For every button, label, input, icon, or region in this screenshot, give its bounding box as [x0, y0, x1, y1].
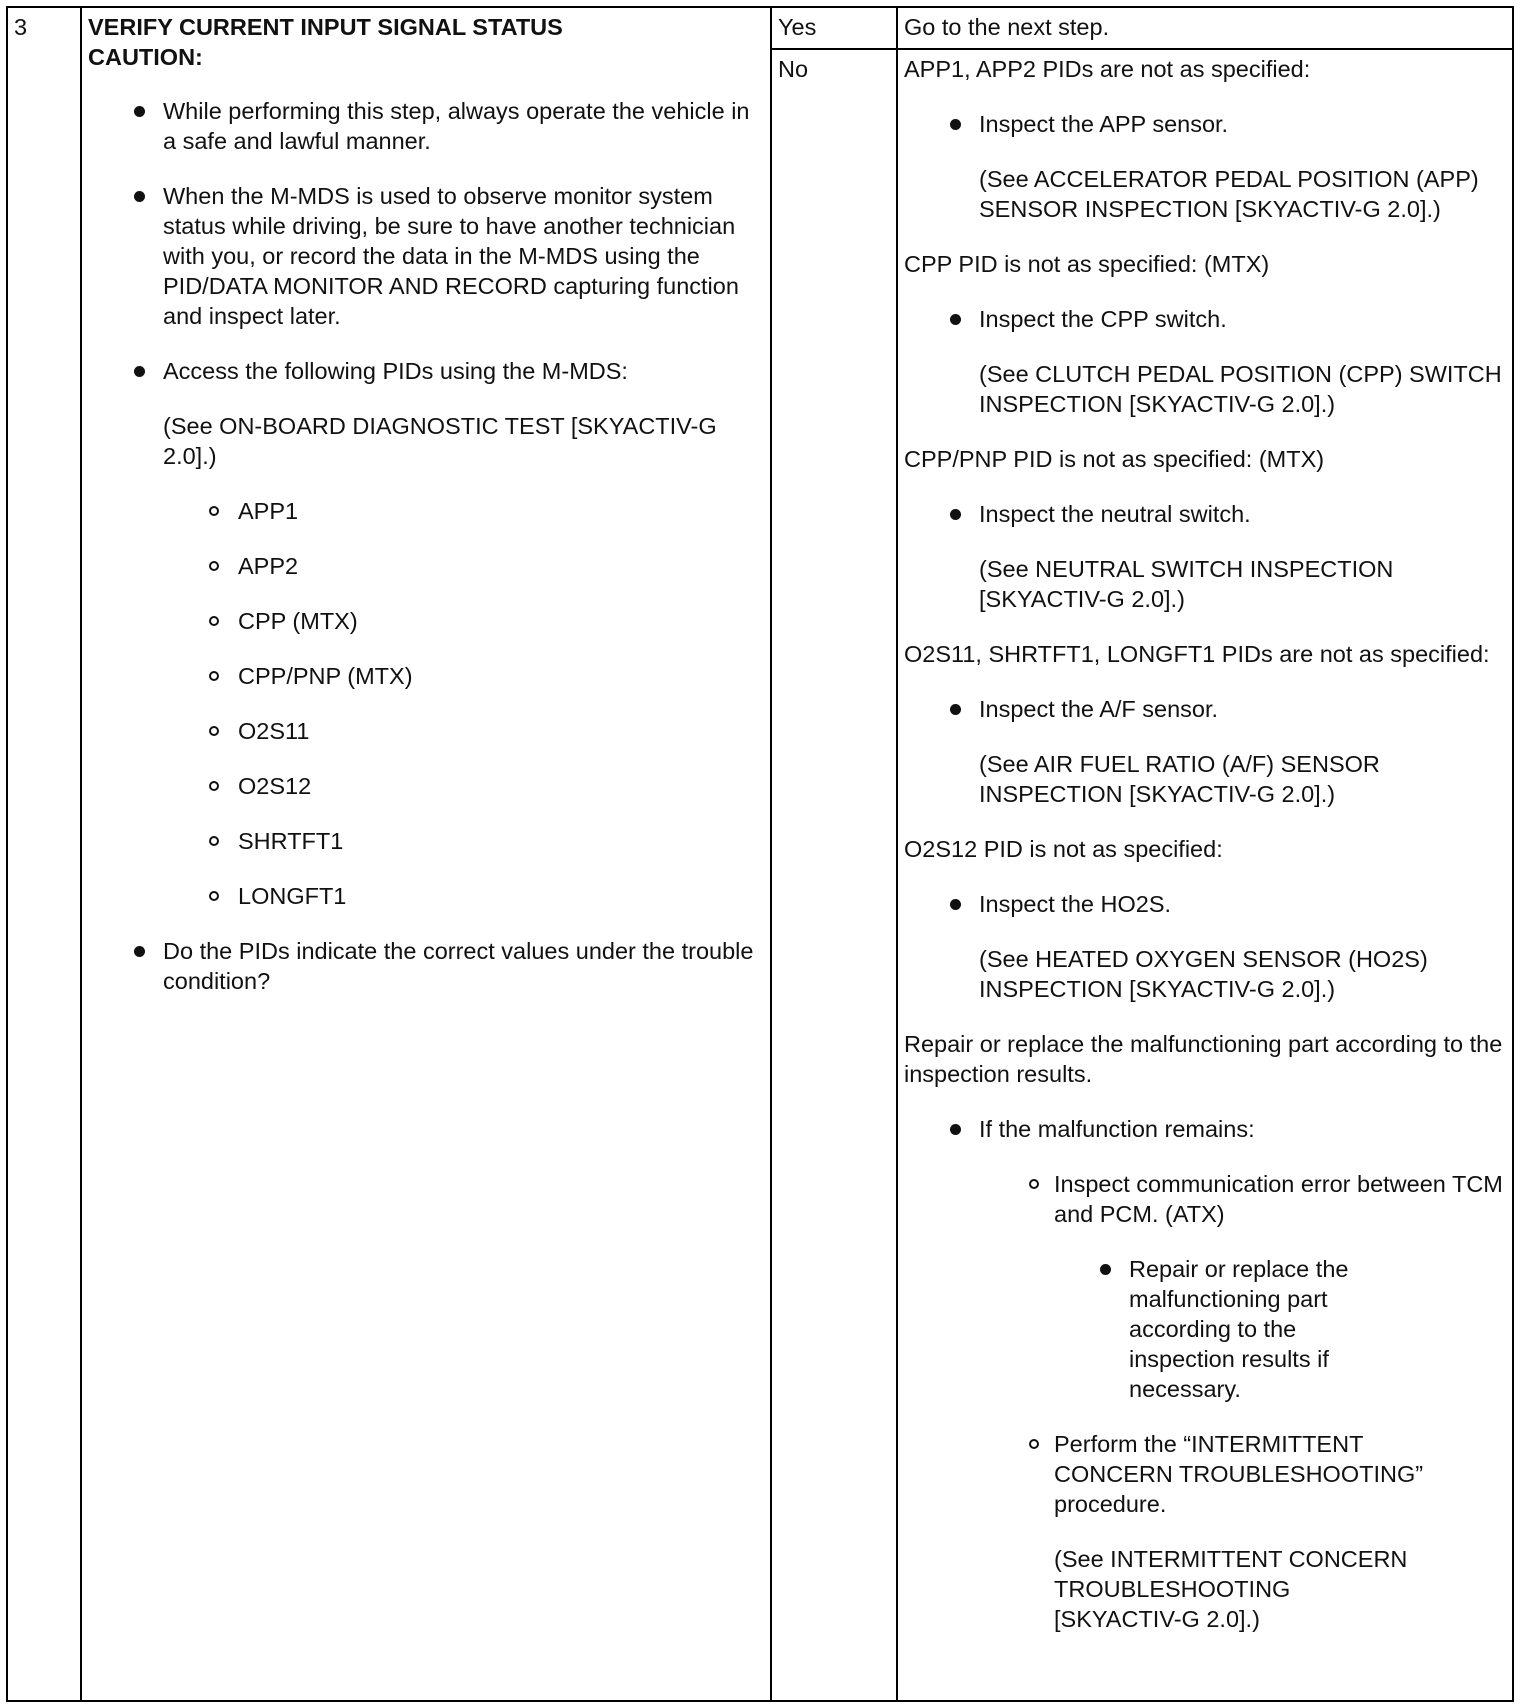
bullet-icon [950, 899, 961, 910]
see-reference: (See NEUTRAL SWITCH INSPECTION [SKYACTIV-G 2.0].) [979, 556, 1394, 612]
list-item [88, 96, 764, 156]
list-item: Inspect the CPP switch. (See CLUTCH PEDAL POSITION (CPP) SWITCH INSPECTION [SKYACTIV-G 2.0].) [904, 304, 1506, 419]
bullet-icon [134, 106, 145, 117]
circle-bullet-icon [209, 781, 219, 791]
step-number: 3 [14, 14, 28, 40]
bullet-icon [950, 119, 961, 130]
caution-text: When the M-MDS is used to observe monitor system status while driving, be sure to have another technician with you, or record the data in the M-MDS using the PID/DATA MONITOR AND RECORD capturing function and inspect later. [163, 183, 739, 329]
sub-sub-list [1054, 1254, 1506, 1404]
no-label: No [778, 56, 809, 82]
caution-list [88, 96, 764, 471]
pid-list [88, 496, 764, 911]
bullet-icon [134, 366, 145, 377]
bullet-icon [950, 314, 961, 325]
diagnostic-step-table [6, 6, 1514, 1702]
list-item: Inspect communication error between TCM and PCM. (ATX) Repair or replace the malfunctioning part according to the inspection results if necessary. [979, 1169, 1506, 1404]
pid-item: SHRTFT1 [88, 826, 764, 856]
caution-text: While performing this step, always operate the vehicle in a safe and lawful manner. [163, 98, 750, 154]
step-number-cell [7, 7, 81, 1701]
list-item: If the malfunction remains: Inspect communication error between TCM and PCM. (ATX) Repair or replace the malfunctioning part according to the inspection results if necessary. Perform the “INTERMITTENT CONCERN TROUBLESHOOTING” procedure. (See INTERMITTENT CONCERN TROUBLESHOOTING [SKYACTIV-G 2.0].) [904, 1114, 1506, 1634]
circle-bullet-icon [209, 891, 219, 901]
list-item: Inspect the HO2S. (See HEATED OXYGEN SENSOR (HO2S) INSPECTION [SKYACTIV-G 2.0].) [904, 889, 1506, 1004]
condition-text: Repair or replace the malfunctioning part according to the inspection results. [904, 1031, 1503, 1087]
condition-text: CPP/PNP PID is not as specified: (MTX) [904, 446, 1325, 472]
bullet-icon [1100, 1264, 1111, 1275]
list-item: Inspect the APP sensor. (See ACCELERATOR PEDAL POSITION (APP) SENSOR INSPECTION [SKYACTIV-G 2.0].) [904, 109, 1506, 224]
see-reference: (See AIR FUEL RATIO (A/F) SENSOR INSPECTION [SKYACTIV-G 2.0].) [979, 751, 1380, 807]
yes-action: Go to the next step. [904, 14, 1110, 40]
circle-bullet-icon [1029, 1439, 1039, 1449]
see-reference: (See CLUTCH PEDAL POSITION (CPP) SWITCH INSPECTION [SKYACTIV-G 2.0].) [979, 361, 1502, 417]
condition-text: O2S12 PID is not as specified: [904, 836, 1223, 862]
pid-item: APP2 [88, 551, 764, 581]
bullet-icon [950, 1124, 961, 1135]
yes-action-cell [897, 7, 1513, 49]
condition-text: O2S11, SHRTFT1, LONGFT1 PIDs are not as specified: [904, 641, 1490, 667]
bullet-icon [950, 704, 961, 715]
condition-text: CPP PID is not as specified: (MTX) [904, 251, 1270, 277]
circle-bullet-icon [209, 836, 219, 846]
yes-label: Yes [778, 14, 817, 40]
pid-item: CPP/PNP (MTX) [88, 661, 764, 691]
pid-item: CPP (MTX) [88, 606, 764, 636]
circle-bullet-icon [209, 506, 219, 516]
see-reference: (See INTERMITTENT CONCERN TROUBLESHOOTING [SKYACTIV-G 2.0].) [1054, 1546, 1408, 1632]
list-item: Inspect the A/F sensor. (See AIR FUEL RATIO (A/F) SENSOR INSPECTION [SKYACTIV-G 2.0].) [904, 694, 1506, 809]
list-item: Perform the “INTERMITTENT CONCERN TROUBLESHOOTING” procedure. (See INTERMITTENT CONCERN TROUBLESHOOTING [SKYACTIV-G 2.0].) [979, 1429, 1506, 1634]
list-item: Repair or replace the malfunctioning part according to the inspection results if necessary. [1054, 1254, 1506, 1404]
condition-text: APP1, APP2 PIDs are not as specified: [904, 56, 1311, 82]
see-reference: (See ACCELERATOR PEDAL POSITION (APP) SENSOR INSPECTION [SKYACTIV-G 2.0].) [979, 166, 1479, 222]
list-item [88, 181, 764, 331]
yes-label-cell [771, 7, 897, 49]
step-detail-cell [81, 7, 771, 1701]
question-text: Do the PIDs indicate the correct values under the trouble condition? [163, 938, 754, 994]
circle-bullet-icon [1029, 1179, 1039, 1189]
list-item [88, 356, 764, 471]
circle-bullet-icon [209, 616, 219, 626]
yes-row [7, 7, 1513, 49]
see-reference: (See ON-BOARD DIAGNOSTIC TEST [SKYACTIV-G 2.0].) [163, 413, 717, 469]
pid-item: O2S11 [88, 716, 764, 746]
see-reference: (See HEATED OXYGEN SENSOR (HO2S) INSPECTION [SKYACTIV-G 2.0].) [979, 946, 1428, 1002]
circle-bullet-icon [209, 726, 219, 736]
caution-label: CAUTION: [88, 44, 203, 70]
circle-bullet-icon [209, 561, 219, 571]
no-action-cell [897, 49, 1513, 1701]
pid-item: O2S12 [88, 771, 764, 801]
pid-item: LONGFT1 [88, 881, 764, 911]
question-list [88, 936, 764, 996]
bullet-icon [134, 191, 145, 202]
step-title: VERIFY CURRENT INPUT SIGNAL STATUS [88, 14, 563, 40]
access-pids-text: Access the following PIDs using the M-MDS: [163, 358, 628, 384]
circle-bullet-icon [209, 671, 219, 681]
list-item [88, 936, 764, 996]
bullet-icon [950, 509, 961, 520]
pid-item: APP1 [88, 496, 764, 526]
bullet-icon [134, 946, 145, 957]
list-item: Inspect the neutral switch. (See NEUTRAL SWITCH INSPECTION [SKYACTIV-G 2.0].) [904, 499, 1506, 614]
sub-list [979, 1169, 1506, 1634]
no-label-cell [771, 49, 897, 1701]
